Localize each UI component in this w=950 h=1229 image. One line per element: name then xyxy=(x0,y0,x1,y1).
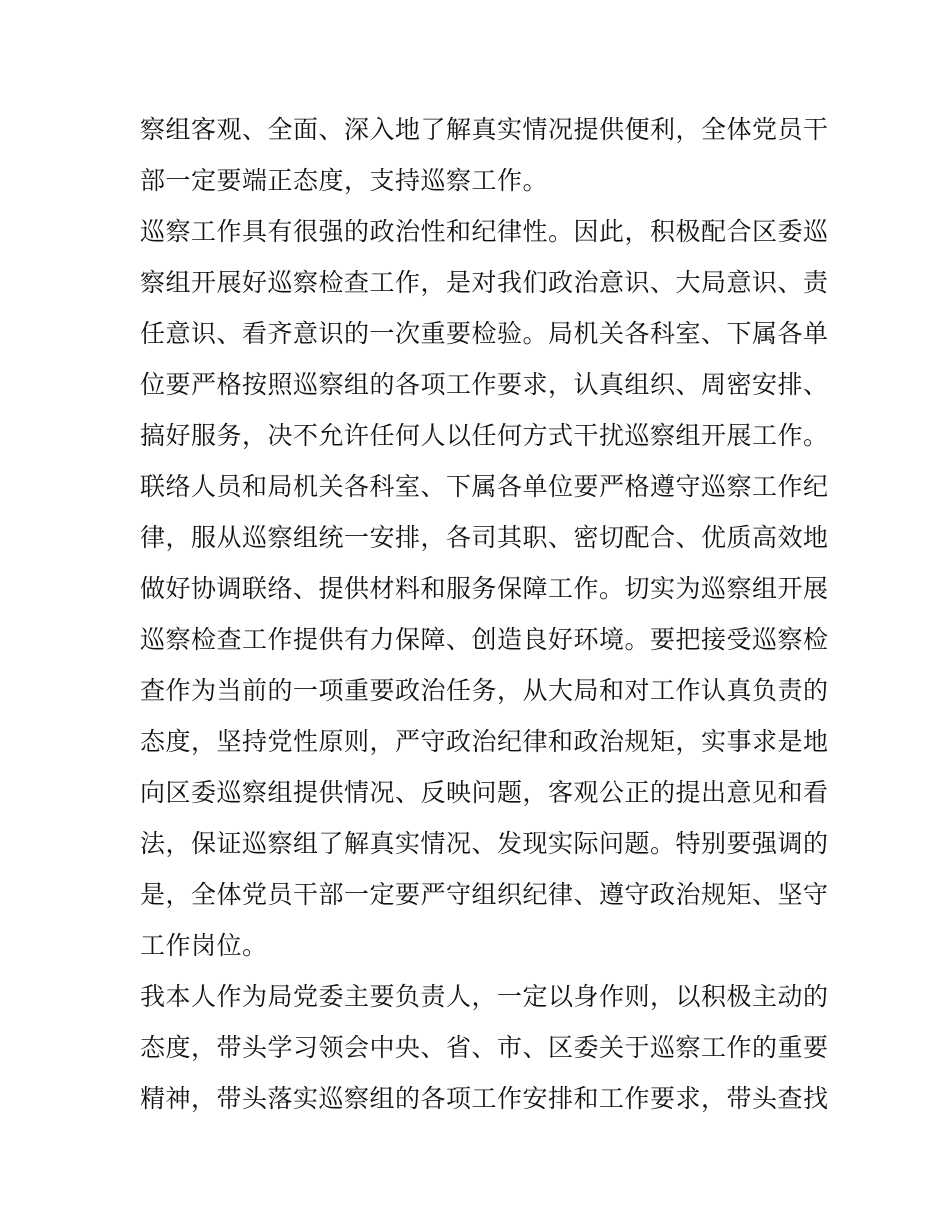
text-line: 任意识、看齐意识的一次重要检验。局机关各科室、下属各单 xyxy=(140,319,829,348)
text-line: 工作岗位。 xyxy=(140,931,268,960)
text-line: 态度，坚持党性原则，严守政治纪律和政治规矩，实事求是地 xyxy=(140,727,829,756)
text-line: 搞好服务，决不允许任何人以任何方式干扰巡察组开展工作。 xyxy=(140,421,829,450)
text-line: 向区委巡察组提供情况、反映问题，客观公正的提出意见和看 xyxy=(140,778,829,807)
text-line: 是，全体党员干部一定要严守组织纪律、遵守政治规矩、坚守 xyxy=(140,880,829,909)
text-line: 部一定要端正态度，支持巡察工作。 xyxy=(140,166,549,195)
text-line: 联络人员和局机关各科室、下属各单位要严格遵守巡察工作纪 xyxy=(140,472,829,501)
text-line: 巡察检查工作提供有力保障、创造良好环境。要把接受巡察检 xyxy=(140,625,829,654)
text-line: 律，服从巡察组统一安排，各司其职、密切配合、优质高效地 xyxy=(140,523,829,552)
text-line: 查作为当前的一项重要政治任务，从大局和对工作认真负责的 xyxy=(140,676,829,705)
text-line: 巡察工作具有很强的政治性和纪律性。因此，积极配合区委巡 xyxy=(140,217,829,246)
text-line: 位要严格按照巡察组的各项工作要求，认真组织、周密安排、 xyxy=(140,370,829,399)
document-body xyxy=(140,104,840,1124)
text-line: 态度，带头学习领会中央、省、市、区委关于巡察工作的重要 xyxy=(140,1033,829,1062)
text-line: 察组开展好巡察检查工作，是对我们政治意识、大局意识、责 xyxy=(140,268,829,297)
text-line: 我本人作为局党委主要负责人，一定以身作则，以积极主动的 xyxy=(140,982,829,1011)
text-line: 察组客观、全面、深入地了解真实情况提供便利，全体党员干 xyxy=(140,115,829,144)
text-line: 精神，带头落实巡察组的各项工作安排和工作要求，带头查找 xyxy=(140,1084,829,1113)
text-line: 法，保证巡察组了解真实情况、发现实际问题。特别要强调的 xyxy=(140,829,829,858)
text-line: 做好协调联络、提供材料和服务保障工作。切实为巡察组开展 xyxy=(140,574,829,603)
